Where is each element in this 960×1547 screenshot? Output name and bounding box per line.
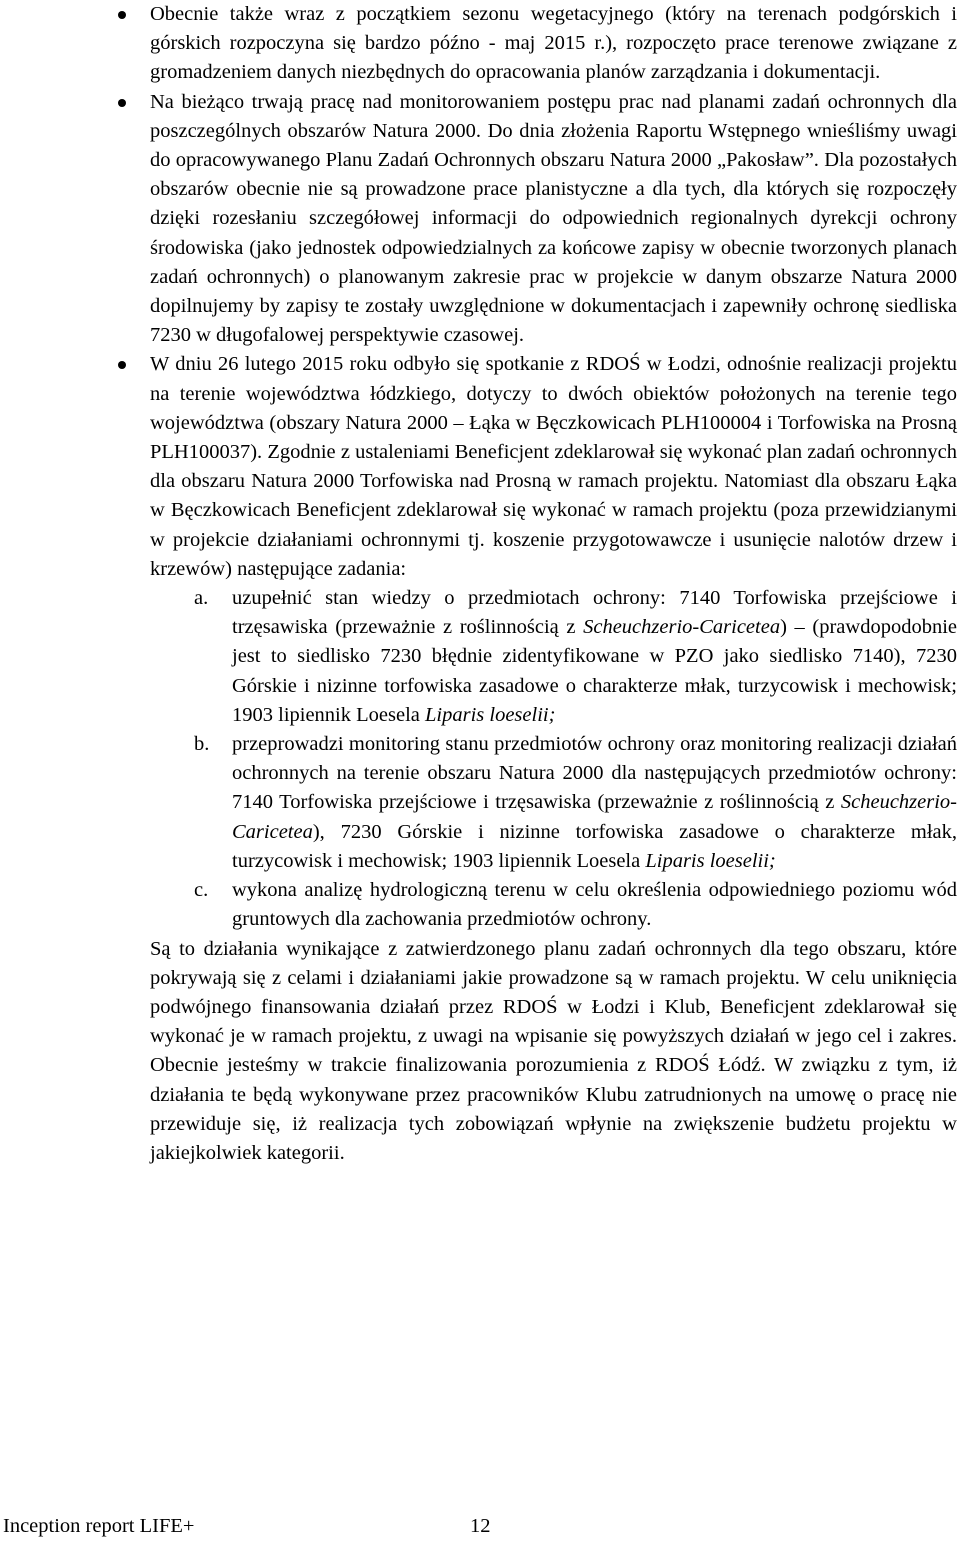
page-footer xyxy=(3,1514,491,1538)
sub-item-italic: Scheuchzerio-Caricetea xyxy=(583,616,781,639)
sub-item-italic: Liparis loeselii; xyxy=(425,703,556,726)
sub-item-text: ), 7230 Górskie i nizinne torfowiska zasadowe o charakterze młak, turzycowisk i mechowisk; 1903 lipiennik Loesela xyxy=(232,820,957,872)
sub-item-b xyxy=(194,730,957,876)
bullet-list xyxy=(150,0,957,584)
sub-item-text: wykona analizę hydrologiczną terenu w celu określenia odpowiedniego poziomu wód gruntowych dla zachowania przedmiotów ochrony. xyxy=(232,879,957,931)
bullet-text-3: W dniu 26 lutego 2015 roku odbyło się spotkanie z RDOŚ w Łodzi, odnośnie realizacji projektu na terenie województwa łódzkiego, dotyczy to dwóch obiektów położonych na terenie tego województwa (obszary Natura 2000 – Łąka w Bęczkowicach PLH100004 i Torfowiska na Prosną PLH100037). Zgodnie z ustaleniami Beneficjent zdeklarował się wykonać plan zadań ochronnych dla obszaru Natura 2000 Torfowiska nad Prosną w ramach projektu. Natomiast dla obszaru Łąka w Bęczkowicach Beneficjent zdeklarował się wykonać w ramach projektu (poza przewidzianymi w projekcie działaniami ochronnymi tj. koszenie przygotowawcze i usunięcie nalotów drzew i krzewów) następujące zadania: xyxy=(150,353,957,580)
bullet-item-1 xyxy=(150,0,957,88)
sub-item-text: ) – (prawdopodobnie jest to siedlisko 7230 błędnie zidentyfikowane w PZO jako siedlisko 7140), 7230 Górskie i nizinne torfowiska zasadowe o charakterze młak, turzycowisk i mechowisk; 1903 lipiennik Loesela xyxy=(232,616,957,726)
sub-item-letter: a. xyxy=(194,587,209,610)
sub-task-list xyxy=(150,584,957,934)
sub-item-c xyxy=(194,876,957,934)
closing-paragraph: Są to działania wynikające z zatwierdzonego planu zadań ochronnych dla tego obszaru, które pokrywają się z celami i działaniami jakie prowadzone są w ramach projektu. W celu uniknięcia podwójnego finansowania działań przez RDOŚ w Łodzi i Klub, Beneficjent zdeklarował się wykonać je w ramach projektu, z uwagi na wpisanie się powyższych działań w jego cel i zakres. Obecnie jesteśmy w trakcie finalizowania porozumienia z RDOŚ Łódź. W związku z tym, iż działania te będą wykonywane przez pracowników Klubu zatrudnionych na umowę o pracę nie przewiduje się, iż realizacja tych zobowiązań wpłynie na zwiększenie budżetu projektu w jakiejkolwiek kategorii. xyxy=(150,937,957,1164)
bullet-item-3 xyxy=(150,350,957,584)
sub-item-text: uzupełnić stan wiedzy o przedmiotach ochrony: 7140 Torfowiska przejściowe i trzęsawiska (przeważnie z roślinnością z xyxy=(232,587,957,639)
sub-item-text: przeprowadzi monitoring stanu przedmiotów ochrony oraz monitoring realizacji działań ochronnych na terenie obszaru Natura 2000 dla następujących przedmiotów ochrony: 7140 Torfowiska przejściowe i trzęsawiska (przeważnie z roślinnością z xyxy=(232,733,957,814)
page-number: 12 xyxy=(470,1515,491,1537)
footer-title: Inception report LIFE+ xyxy=(3,1515,195,1537)
bullet-text-2: Na bieżąco trwają pracę nad monitorowaniem postępu prac nad planami zadań ochronnych dla poszczególnych obszarów Natura 2000. Do dnia złożenia Raportu Wstępnego wnieśliśmy uwagi do opracowywanego Planu Zadań Ochronnych obszaru Natura 2000 „Pakosław”. Dla pozostałych obszarów obecnie nie są prowadzone prace planistyczne a dla tych, dla których się rozpoczęły dzięki rozesłaniu szczegółowej informacji do odpowiednich regionalnych dyrekcji ochrony środowiska (jako jednostek odpowiedzialnych za końcowe zapisy w obecnie tworzonych planach zadań ochronnych) o planowanym zakresie prac w projekcie w danym obszarze Natura 2000 dopilnujemy by zapisy te zostały uwzględnione w dokumentacjach i zapewniły ochronę siedliska 7230 w długofalowej perspektywie czasowej. xyxy=(150,90,957,347)
bullet-text-1: Obecnie także wraz z początkiem sezonu wegetacyjnego (który na terenach podgórskich i górskich rozpoczyna się bardzo późno - maj 2015 r.), rozpoczęto prace terenowe związane z gromadzeniem danych niezbędnych do opracowania planów zarządzania i dokumentacji. xyxy=(150,3,957,84)
bullet-item-2 xyxy=(150,88,957,351)
sub-item-letter: b. xyxy=(194,733,210,756)
document-body xyxy=(150,0,957,1168)
sub-item-italic: Liparis loeselii; xyxy=(645,849,776,872)
sub-item-a xyxy=(194,584,957,730)
sub-item-letter: c. xyxy=(194,879,209,902)
sub-item-italic: Scheuchzerio-Caricetea xyxy=(232,791,957,843)
